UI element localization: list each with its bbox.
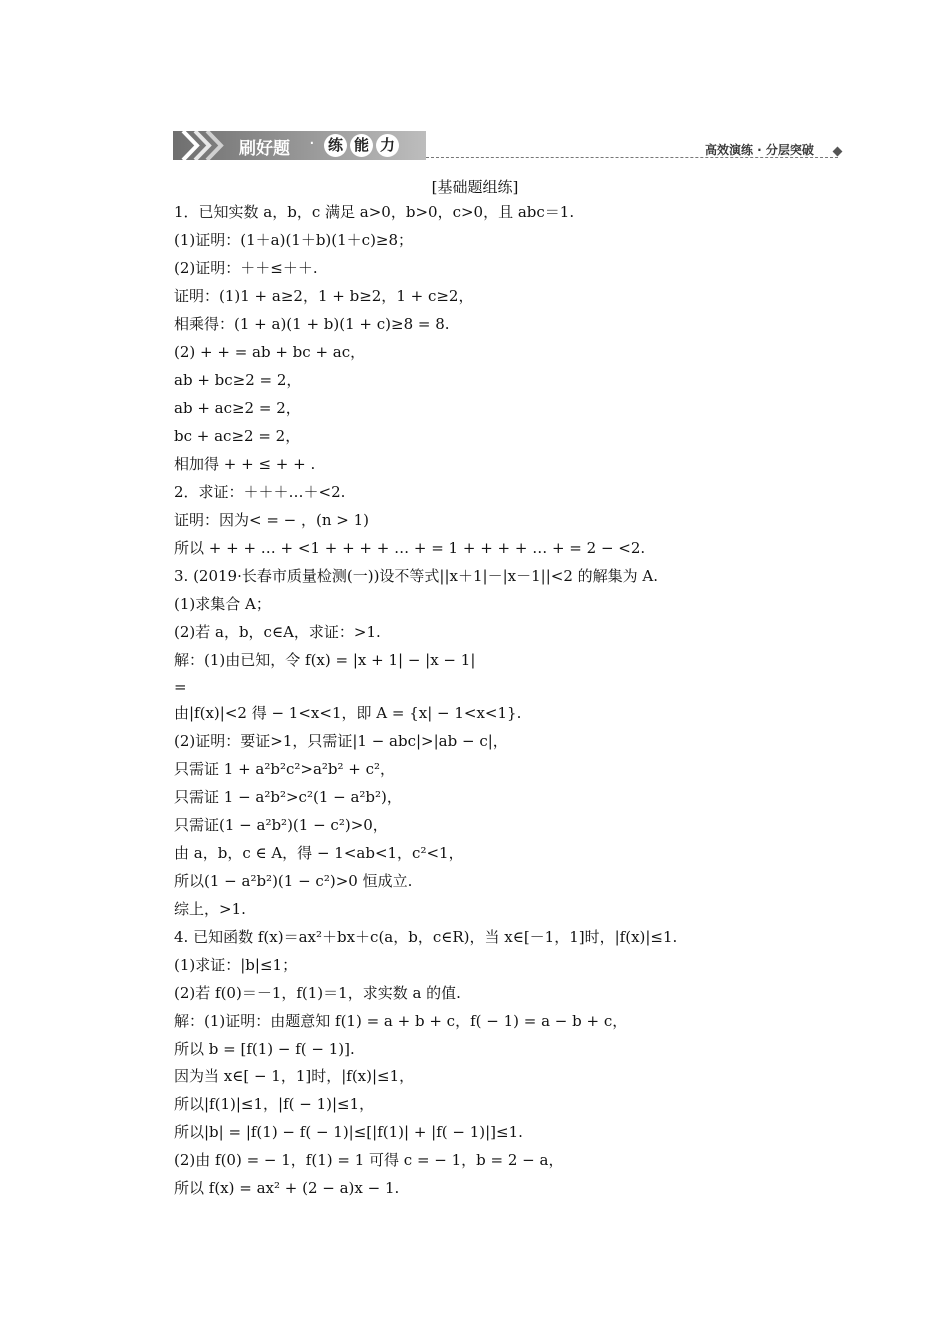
section-title: [基础题组练]: [431, 178, 519, 196]
text-line: =: [174, 678, 187, 696]
text-line: 所以 b = [f(1) − f( − 1)].: [174, 1040, 355, 1058]
header-right-tag: 高效演练 · 分层突破: [705, 143, 814, 157]
text-line: ab + bc≥2 = 2，: [174, 371, 302, 389]
text-line: 由|f(x)|<2 得 − 1<x<1，即 A = {x| − 1<x<1}.: [174, 704, 522, 722]
text-line: (2)若 a，b，c∈A，求证：>1.: [174, 623, 381, 641]
text-line: 由 a，b，c ∈ A，得 − 1<ab<1，c²<1，: [174, 844, 464, 862]
banner-title: 刷好题: [239, 139, 290, 159]
text-line: (2)由 f(0) = − 1，f(1) = 1 可得 c = − 1，b = 2 − a，: [174, 1151, 564, 1169]
banner-char-2: 能: [350, 134, 373, 157]
text-line: ab + ac≥2 = 2，: [174, 399, 301, 417]
text-line: 因为当 x∈[ − 1，1]时，|f(x)|≤1，: [174, 1067, 415, 1085]
banner-char-3: 力: [376, 134, 399, 157]
text-line: (1)证明：(1＋a)(1＋b)(1＋c)≥8；: [174, 231, 414, 249]
text-line: 证明：因为< = − ，(n > 1): [174, 511, 370, 529]
header-banner: [173, 131, 426, 160]
text-line: 所以(1 − a²b²)(1 − c²)>0 恒成立.: [174, 872, 413, 890]
chevron-arrows-icon: [173, 131, 233, 160]
text-line: 所以 + + + … + <1 + + + + … + = 1 + + + + … + = 2 − <2.: [174, 539, 646, 557]
text-line: (2)若 f(0)＝－1，f(1)＝1，求实数 a 的值.: [174, 984, 461, 1002]
text-line: (2) + + = ab + bc + ac，: [174, 343, 366, 361]
banner-char-1: 练: [324, 134, 347, 157]
text-line: 只需证 1 + a²b²c²>a²b² + c²，: [174, 760, 396, 778]
text-line: 相乘得：(1 + a)(1 + b)(1 + c)≥8 = 8.: [174, 315, 450, 333]
problem-1: 1．已知实数 a，b，c 满足 a>0，b>0，c>0，且 abc＝1.: [174, 203, 575, 221]
problem-3: 3. (2019·长春市质量检测(一))设不等式||x＋1|－|x－1||<2 的解集为 A.: [174, 567, 659, 585]
problem-2: 2．求证：＋＋＋…＋<2.: [174, 483, 346, 501]
text-line: 综上，>1.: [174, 900, 246, 918]
text-line: 只需证 1 − a²b²>c²(1 − a²b²)，: [174, 788, 402, 806]
text-line: 只需证(1 − a²b²)(1 − c²)>0，: [174, 816, 388, 834]
text-line: (2)证明：＋＋≤＋＋.: [174, 259, 318, 277]
text-line: (1)求证：|b|≤1；: [174, 956, 298, 974]
text-line: 所以|f(1)|≤1，|f( − 1)|≤1，: [174, 1095, 375, 1113]
diamond-icon: [833, 147, 843, 157]
text-line: 相加得 + + ≤ + + .: [174, 455, 316, 473]
text-line: bc + ac≥2 = 2，: [174, 427, 301, 445]
banner-dot: ·: [309, 133, 315, 154]
text-line: 解：(1)证明：由题意知 f(1) = a + b + c，f( − 1) = a − b + c，: [174, 1012, 628, 1030]
text-line: (1)求集合 A；: [174, 595, 271, 613]
text-line: 所以 f(x) = ax² + (2 − a)x − 1.: [174, 1179, 400, 1197]
text-line: 所以|b| = |f(1) − f( − 1)|≤[|f(1)| + |f( − 1)|]≤1.: [174, 1123, 523, 1141]
text-line: 解：(1)由已知，令 f(x) = |x + 1| − |x − 1|: [174, 651, 476, 669]
text-line: (2)证明：要证>1，只需证|1 − abc|>|ab − c|，: [174, 732, 508, 750]
problem-4: 4. 已知函数 f(x)＝ax²＋bx＋c(a，b，c∈R)，当 x∈[－1，1]时，|f(x)|≤1.: [174, 928, 678, 946]
text-line: 证明：(1)1 + a≥2，1 + b≥2，1 + c≥2，: [174, 287, 474, 305]
